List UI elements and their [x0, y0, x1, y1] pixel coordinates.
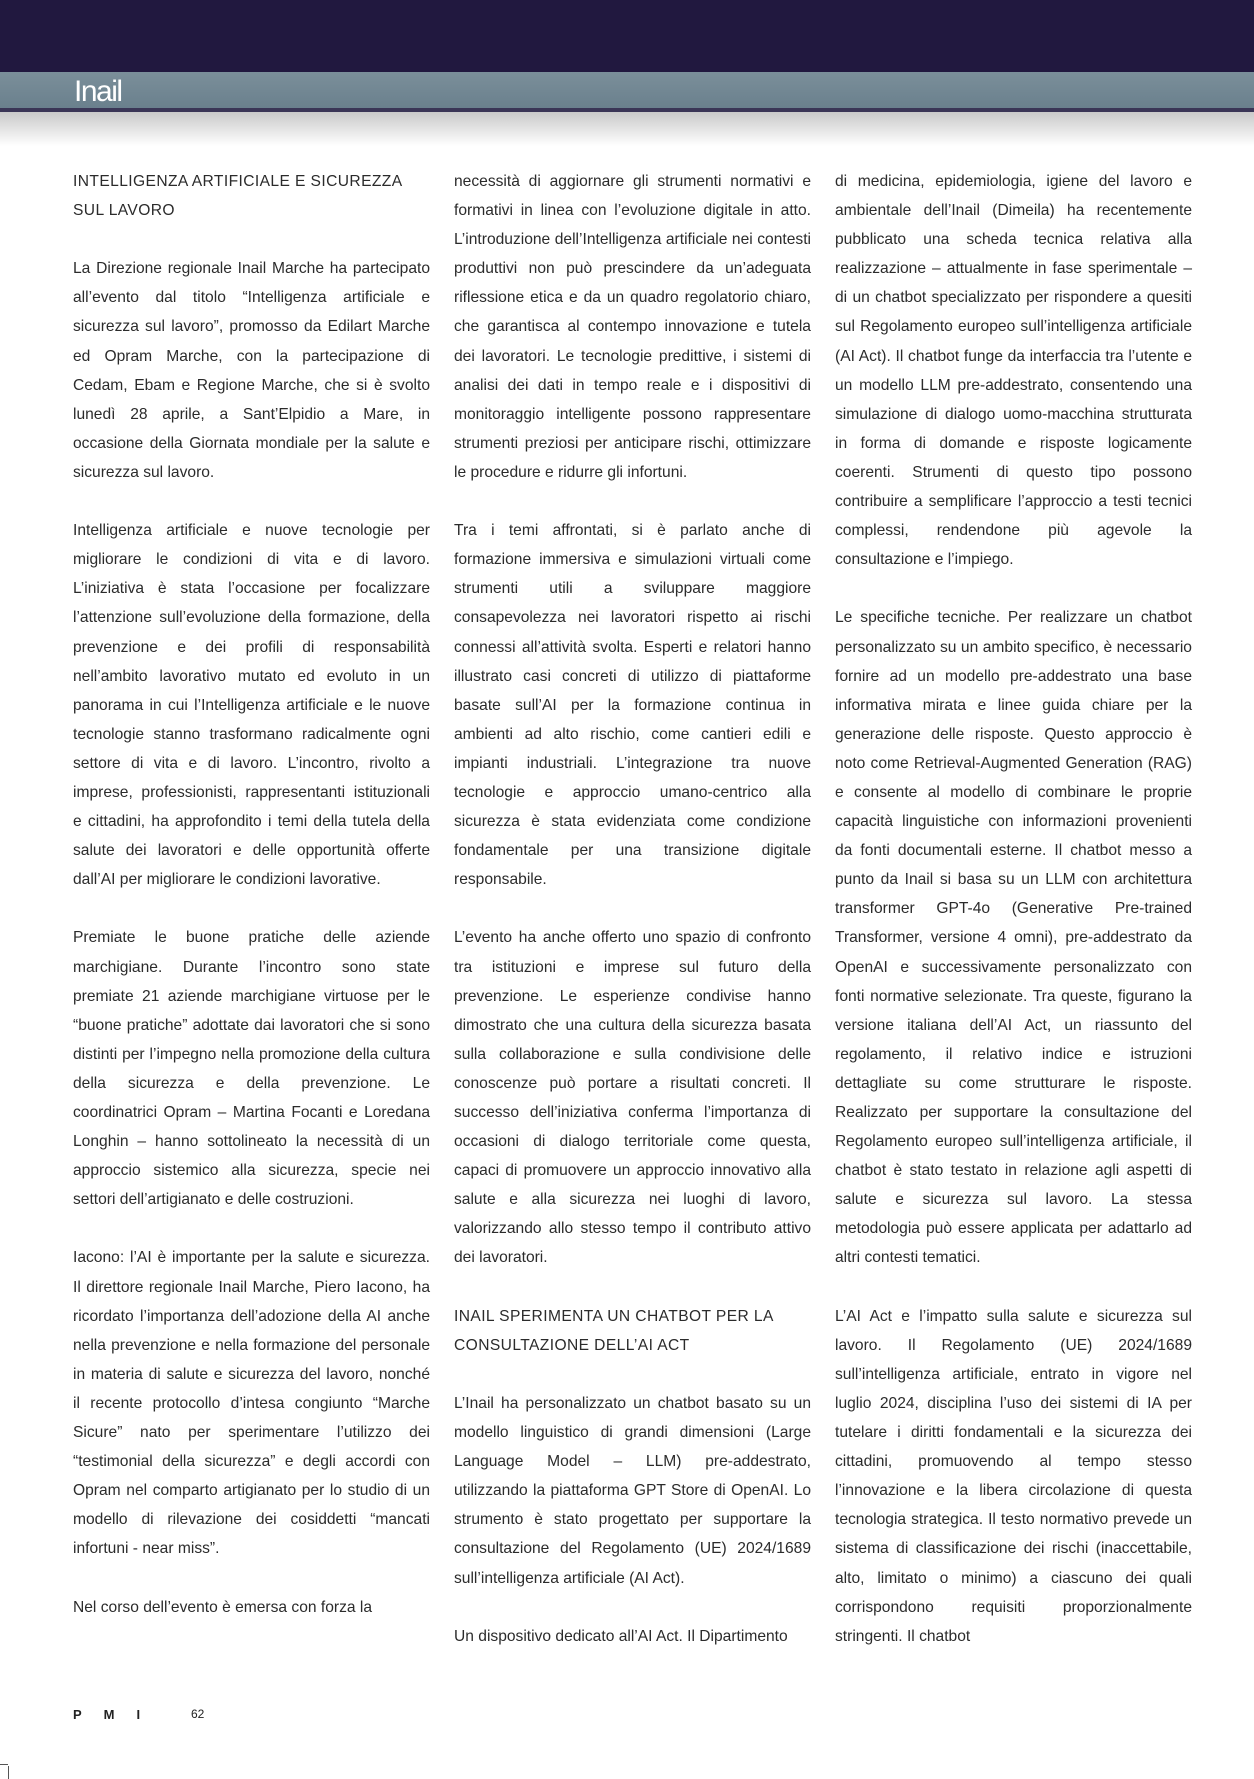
paragraph: Le specifiche tecniche. Per realizzare un chatbot personalizzato su un ambito specifico, è necessario fornire ad un modello pre-addestrato una base informativa mirata e linee guida chiare per la generazione delle risposte. Questo approccio è noto come Retrieval-Augmented Generation (RAG) e consente al modello di combinare le proprie capacità linguistiche con informazioni provenienti da fonti documentali esterne. Il chatbot messo a punto da Inail si basa su un LLM con architettura transformer GPT-4o (Generative Pre-trained Transformer, versione 4 omni), pre-addestrato da OpenAI e successivamente personalizzato con fonti normative selezionate. Tra queste, figurano la versione italiana dell’AI Act, un riassunto del regolamento, il relativo indice e istruzioni dettagliate su come strutturare le risposte. Realizzato per supportare la consultazione del Regolamento europeo sull’intelligenza artificiale, il chatbot è stato testato in relazione agli aspetti di salute e sicurezza sul lavoro. La stessa metodologia può essere applicata per adattarlo ad altri contesti tematici.	[835, 609, 1192, 1267]
header-shadow	[0, 112, 1254, 146]
paragraph: Tra i temi affrontati, si è parlato anche di formazione immersiva e simulazioni virtuali come strumenti utili a sviluppare maggiore consapevolezza nei lavoratori rispetto ai rischi connessi all’attività svolta. Esperti e relatori hanno illustrato casi concreti di utilizzo di piattaforme basate sull’AI per la formazione continua in ambienti ad alto rischio, come cantieri edili e impianti industriali. L’integrazione tra nuove tecnologie e approccio umano-centrico alla sicurezza è stata evidenziata come condizione fondamentale per una transizione digitale responsabile.	[454, 522, 811, 889]
paragraph: Iacono: l’AI è importante per la salute e sicurezza. Il direttore regionale Inail Marche, Piero Iacono, ha ricordato l’importanza dell’adozione della AI anche nella prevenzione e nella formazione del personale in materia di salute e sicurezza del lavoro, nonché il recente protocollo d’intesa congiunto “Marche Sicure” nato per sperimentare l’utilizzo dei “testimonial della sicurezza” e degli accordi con Opram nel comparto artigianato per lo studio di un modello di rilevazione dei cosiddetti “mancati infortuni - near miss”.	[73, 1249, 430, 1558]
paragraph: La Direzione regionale Inail Marche ha partecipato all’evento dal titolo “Intelligenza artificiale e sicurezza sul lavoro”, promosso da Edilart Marche ed Opram Marche, con la partecipazione di Cedam, Ebam e Regione Marche, che si è svolto lunedì 28 aprile, a Sant’Elpidio a Mare, in occasione della Giornata mondiale per la salute e sicurezza sul lavoro.	[73, 260, 430, 481]
page-number: 62	[191, 1707, 205, 1721]
inail-logo: Inail	[74, 75, 122, 108]
paragraph: Nel corso dell’evento è emersa con forza la	[73, 1598, 373, 1616]
text-column-3	[835, 167, 1192, 1651]
page-footer	[73, 1707, 205, 1722]
text-column-2	[454, 167, 811, 1651]
paragraph: L’AI Act e l’impatto sulla salute e sicurezza sul lavoro. Il Regolamento (UE) 2024/1689 sull’intelligenza artificiale, entrato in vigore nel luglio 2024, disciplina l’uso dei sistemi di IA per tutelare i diritti fondamentali e la sicurezza dei cittadini, promuovendo al tempo stesso l’innovazione e la libera circolazione di questa tecnologia strategica. Il testo normativo prevede un sistema di classificazione dei rischi (inaccettabile, alto, limitato o minimo) a ciascuno dei quali corrispondono requisiti proporzionalmente stringenti. Il chatbot	[835, 1307, 1192, 1645]
header-band	[0, 72, 1254, 108]
paragraph: Intelligenza artificiale e nuove tecnologie per migliorare le condizioni di vita e di lavoro. L’iniziativa è stata l’occasione per focalizzare l’attenzione sull’evoluzione della formazione, della prevenzione e dei profili di responsabilità nell’ambito lavorativo mutato ed evoluto in un panorama in cui l’Intelligenza artificiale e le nuove tecnologie stanno trasformano radicalmente ogni settore di vita e di lavoro. L’incontro, rivolto a imprese, professionisti, rappresentanti istituzionali e cittadini, ha approfondito i temi della tutela della salute dei lavoratori e delle opportunità offerte dall’AI per migliorare le condizioni lavorative.	[73, 522, 430, 889]
crop-mark	[0, 1764, 8, 1765]
paragraph: di medicina, epidemiologia, igiene del lavoro e ambientale dell’Inail (Dimeila) ha recentemente pubblicato una scheda tecnica relativa alla realizzazione – attualmente in fase sperimentale – di un chatbot specializzato per rispondere a quesiti sul Regolamento europeo sull’intelligenza artificiale (AI Act). Il chatbot funge da interfaccia tra l’utente e un modello LLM pre-addestrato, consentendo una simulazione di dialogo uomo-macchina strutturata in forma di domande e risposte logicamente coerenti. Strumenti di questo tipo possono contribuire a semplificare l’approccio a testi tecnici complessi, rendendone più agevole la consultazione e l’impiego.	[835, 173, 1192, 569]
paragraph: necessità di aggiornare gli strumenti normativi e formativi in linea con l’evoluzione digitale in atto. L’introduzione dell’Intelligenza artificiale nei contesti produttivi non può prescindere da un’adeguata riflessione etica e da un quadro regolatorio chiaro, che garantisca al contempo innovazione e tutela dei lavoratori. Le tecnologie predittive, i sistemi di analisi dei dati in tempo reale e i dispositivi di monitoraggio intelligente possono rappresentare strumenti preziosi per anticipare rischi, ottimizzare le procedure e ridurre gli infortuni.	[454, 173, 811, 481]
paragraph: Un dispositivo dedicato all’AI Act. Il Dipartimento	[454, 1627, 788, 1645]
paragraph: L’evento ha anche offerto uno spazio di confronto tra istituzioni e imprese sul futuro della prevenzione. Le esperienze condivise hanno dimostrato che una cultura della sicurezza basata sulla collaborazione e sulla condivisione delle conoscenze può portare a risultati concreti. Il successo dell’iniziativa conferma l’importanza di occasioni di dialogo territoriale come questa, capaci di promuovere un approccio innovativo alla salute e alla sicurezza nei luoghi di lavoro, valorizzando allo stesso tempo il contributo attivo dei lavoratori.	[454, 929, 811, 1267]
section-heading: INAIL SPERIMENTA UN CHATBOT PER LA CONSULTAZIONE DELL’AI ACT	[454, 1307, 773, 1354]
journal-name: PMI	[73, 1707, 163, 1722]
text-column-1	[73, 167, 430, 1622]
header-top-bar	[0, 0, 1254, 72]
paragraph: L’Inail ha personalizzato un chatbot basato su un modello linguistico di grandi dimensioni (Large Language Model – LLM) pre-addestrato, utilizzando la piattaforma GPT Store di OpenAI. Lo strumento è stato progettato per supportare la consultazione del Regolamento (UE) 2024/1689 sull’intelligenza artificiale (AI Act).	[454, 1394, 811, 1587]
section-heading: INTELLIGENZA ARTIFICIALE E SICUREZZA SUL LAVORO	[73, 173, 402, 220]
paragraph: Premiate le buone pratiche delle aziende marchigiane. Durante l’incontro sono state premiate 21 aziende marchigiane virtuose per le “buone pratiche” adottate dai lavoratori che si sono distinti per l’impegno nella promozione della cultura della sicurezza e della prevenzione. Le coordinatrici Opram – Martina Focanti e Loredana Longhin – hanno sottolineato la necessità di un approccio sistemico alla sicurezza, specie nei settori dell’artigianato e delle costruzioni.	[73, 929, 430, 1209]
crop-mark	[8, 1766, 9, 1779]
